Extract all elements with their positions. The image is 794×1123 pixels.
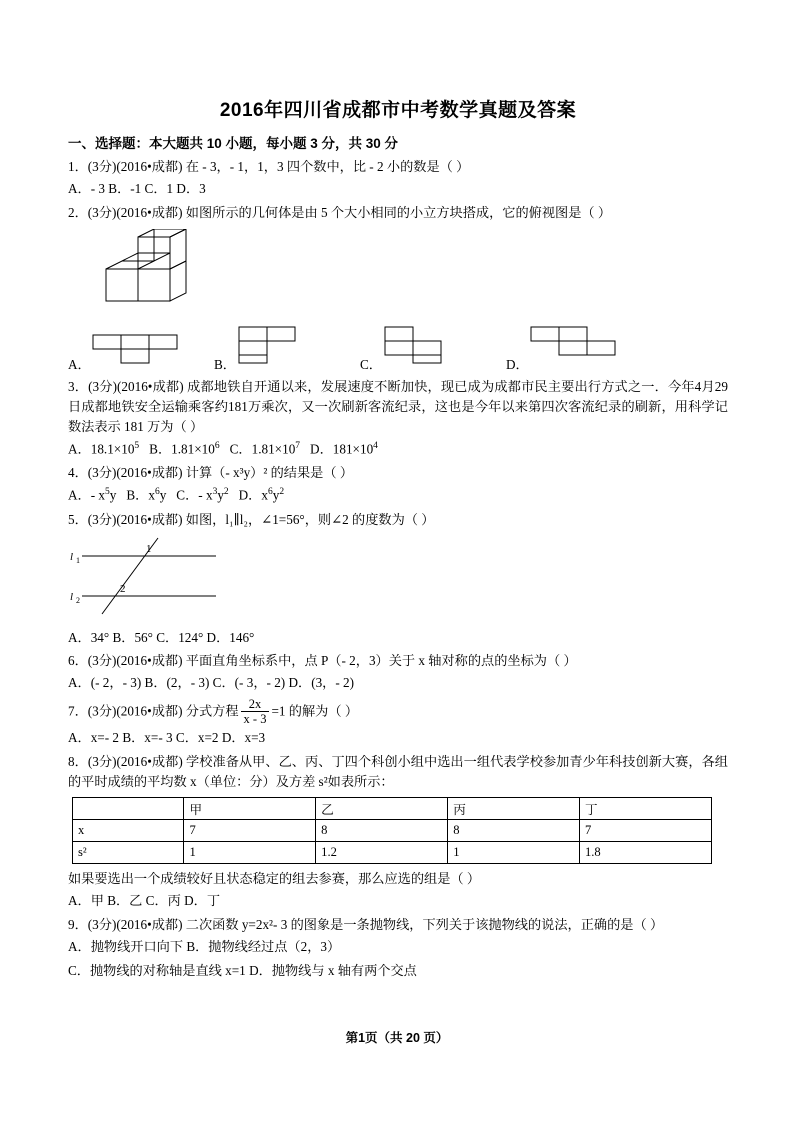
table-cell-mean-jia: 7	[184, 820, 316, 842]
q3-option-b-exp: 6	[214, 441, 220, 452]
question-1-stem: 1．(3分)(2016•成都) 在 - 3，- 1，1，3 四个数中，比 - 2 小的数是（ ）	[68, 159, 470, 174]
q3-option-d-value: 181×10	[332, 441, 374, 457]
table-row	[73, 820, 712, 842]
q3-option-d-exp: 4	[373, 441, 378, 452]
page-footer: 第1页（共 20 页）	[345, 1031, 449, 1045]
table-cell-variance-yi: 1.2	[316, 842, 448, 864]
statistics-table	[72, 797, 712, 864]
svg-text:2: 2	[120, 582, 126, 595]
q3-option-c-value: 1.81×10	[251, 441, 296, 457]
svg-text:2: 2	[76, 595, 80, 605]
q3-option-a-exp: 5	[134, 441, 140, 452]
q7-stem-post: =1 的解为（ ）	[271, 703, 359, 719]
question-6-options: A．(- 2，- 3) B．(2，- 3) C．(- 3，- 2) D．(3，- 2)	[68, 675, 355, 691]
svg-text:1: 1	[146, 542, 152, 555]
svg-text:l: l	[70, 550, 74, 563]
q4-option-a-label: A．	[68, 487, 91, 503]
page-title: 2016年四川省成都市中考数学真题及答案	[219, 100, 577, 121]
q3-option-b-value: 1.81×10	[171, 441, 215, 457]
q7-fraction	[241, 697, 270, 726]
q4-option-b-base: x	[148, 487, 155, 503]
table-cell-variance-bing: 1	[448, 842, 580, 864]
table-cell-mean-ding: 7	[579, 820, 711, 842]
q7-fraction-denominator: x - 3	[241, 711, 270, 726]
q3-option-c-label: C．	[229, 441, 252, 457]
table-cell-mean-label: x	[73, 820, 184, 842]
question-2-stem: 2．(3分)(2016•成都) 如图所示的几何体是由 5 个大小相同的小立方块搭成，它的俯视图是（ ）	[68, 204, 612, 220]
table-cell-variance-jia: 1	[184, 842, 316, 864]
q4-option-c-label: C．	[176, 487, 199, 503]
question-9-options-line-2: C．抛物线的对称轴是直线 x=1 D．抛物线与 x 轴有两个交点	[68, 962, 417, 978]
section-heading: 一、选择题：本大题共 10 小题，每小题 3 分，共 30 分	[68, 136, 399, 151]
option-b-label: B．	[214, 356, 236, 372]
q7-stem-pre: 7．(3分)(2016•成都) 分式方程	[68, 703, 239, 719]
q4-option-a-b2: y	[109, 487, 117, 503]
question-3-options	[68, 439, 728, 459]
q4-option-a-base: - x	[90, 487, 106, 503]
question-4-options	[68, 485, 728, 505]
question-4-stem: 4．(3分)(2016•成都) 计算（- x³y）² 的结果是（ ）	[68, 465, 354, 481]
document-content	[68, 95, 728, 985]
q4-option-c-b2: y	[217, 487, 224, 503]
question-7-options: A．x=- 2 B．x=- 3 C．x=2 D．x=3	[68, 730, 266, 746]
table-row	[73, 842, 712, 864]
q4-option-b-exp1: 6	[154, 487, 160, 498]
q3-option-c-exp: 7	[295, 441, 301, 452]
q4-option-d-exp2: 2	[279, 487, 285, 498]
svg-text:1: 1	[76, 555, 80, 565]
table-header-cell-1: 甲	[184, 798, 316, 820]
q3-option-b-label: B．	[149, 441, 172, 457]
q4-option-b-label: B．	[126, 487, 149, 503]
table-cell-variance-ding: 1.8	[579, 842, 711, 864]
parallel-lines-figure	[68, 534, 728, 626]
table-cell-mean-yi: 8	[316, 820, 448, 842]
q3-option-d-label: D．	[310, 441, 333, 457]
question-1-options: A．- 3 B．-1 C．1 D．3	[68, 181, 206, 197]
question-9-stem: 9．(3分)(2016•成都) 二次函数 y=2x²- 3 的图象是一条抛物线，下列关于该抛物线的说法，正确的是（ ）	[68, 917, 664, 933]
svg-text:l: l	[70, 590, 74, 603]
option-d-label: D．	[506, 356, 529, 372]
question-3-stem: 3．(3分)(2016•成都) 成都地铁自开通以来，发展速度不断加快，现已成为成都市民主要出行方式之一．今年4月29日成都地铁安全运输乘客约181万乘次，又一次刷新客流纪录，这也是今年以来第四次客流纪录的刷新，用科学记数法表示 181 万为（ ）	[68, 378, 728, 435]
q4-option-c-base: - x	[198, 487, 213, 503]
question-2-view-options	[68, 323, 728, 373]
q4-option-d-label: D．	[238, 487, 262, 503]
question-8-stem-continued: 如果要选出一个成绩较好且状态稳定的组去参赛，那么应选的组是（ ）	[68, 871, 481, 887]
question-7-stem	[68, 697, 728, 726]
table-header-cell-2: 乙	[316, 798, 448, 820]
q4-option-d-b2: y	[272, 487, 280, 503]
question-5-options: A．34° B．56° C．124° D．146°	[68, 629, 255, 645]
q3-option-a-label: A．	[68, 441, 91, 457]
q4-option-c-exp1: 3	[212, 487, 218, 498]
q4-option-d-exp1: 6	[267, 487, 273, 498]
question-6-stem: 6．(3分)(2016•成都) 平面直角坐标系中，点 P（- 2，3）关于 x 轴对称的点的坐标为（ ）	[68, 653, 577, 669]
question-8-options: A．甲 B．乙 C．丙 D．丁	[68, 893, 221, 909]
question-9-options-line-1: A．抛物线开口向下 B．抛物线经过点（2，3）	[68, 939, 341, 955]
table-header-cell-0	[73, 798, 184, 820]
table-header-row	[73, 798, 712, 820]
q3-option-a-value: 18.1×10	[90, 441, 135, 457]
question-5-stem: 5．(3分)(2016•成都) 如图，l₁∥l₂，∠1=56°，则∠2 的度数为（ ）	[68, 511, 435, 527]
q4-option-b-b2: y	[159, 487, 167, 503]
table-header-cell-3: 丙	[448, 798, 580, 820]
cube-solid-figure	[68, 229, 728, 321]
table-cell-mean-bing: 8	[448, 820, 580, 842]
question-8-stem: 8．(3分)(2016•成都) 学校准备从甲、乙、丙、丁四个科创小组中选出一组代表学校参加青少年科技创新大赛，各组的平时成绩的平均数 x（单位：分）及方差 s²如表所示：	[68, 754, 728, 790]
table-cell-variance-label: s²	[73, 842, 184, 864]
q4-option-d-base: x	[261, 487, 268, 503]
option-a-label: A．	[68, 356, 91, 372]
q7-fraction-numerator: 2x	[248, 697, 262, 712]
option-c-label: C．	[360, 356, 382, 372]
table-header-cell-4: 丁	[579, 798, 711, 820]
q4-option-a-exp1: 5	[105, 487, 110, 498]
q4-option-c-exp2: 2	[223, 487, 229, 498]
